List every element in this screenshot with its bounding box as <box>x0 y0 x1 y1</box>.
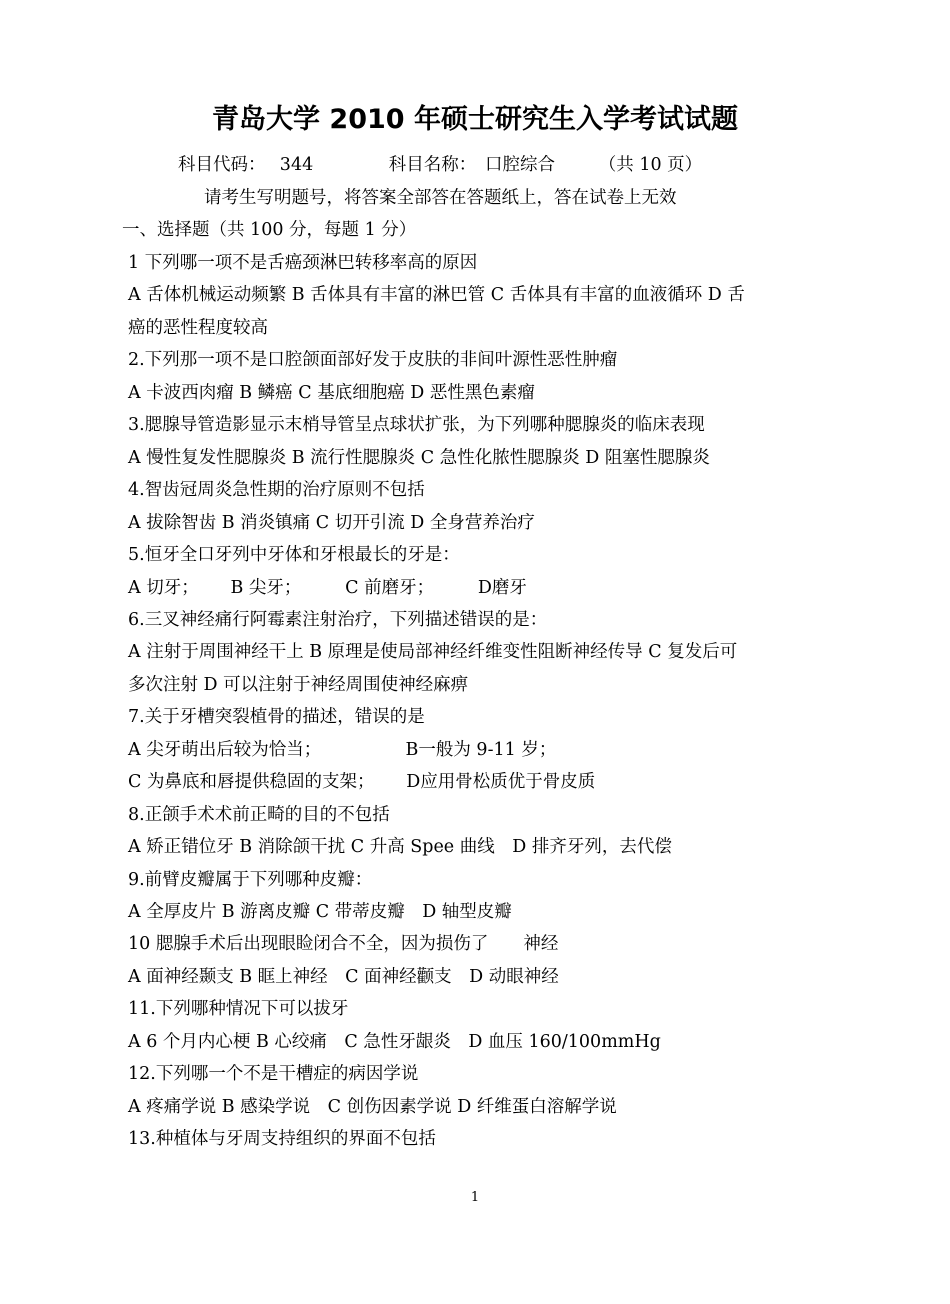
exam-title: 青岛大学 2010 年硕士研究生入学考试试题 <box>212 104 738 135</box>
question-line: 7.关于牙槽突裂植骨的描述，错误的是 <box>128 707 425 727</box>
question-line: 6.三叉神经痛行阿霉素注射治疗，下列描述错误的是： <box>128 610 548 630</box>
question-line: 3.腮腺导管造影显示末梢导管呈点球状扩张，为下列哪种腮腺炎的临床表现 <box>128 415 705 435</box>
question-line: A 6 个月内心梗 B 心绞痛 C 急性牙龈炎 D 血压 160/100mmHg <box>128 1032 661 1052</box>
question-line: A 尖牙萌出后较为恰当； B一般为 9-11 岁； <box>128 740 557 760</box>
question-line: A 注射于周围神经干上 B 原理是使局部神经纤维变性阻断神经传导 C 复发后可 <box>128 642 738 662</box>
subject-line: 科目代码： 344 科目名称： 口腔综合 （共 10 页） <box>178 155 703 175</box>
question-line: A 切牙； B 尖牙； C 前磨牙； D磨牙 <box>128 578 527 598</box>
question-line: A 卡波西肉瘤 B 鳞癌 C 基底细胞癌 D 恶性黑色素瘤 <box>128 383 535 403</box>
question-line: A 拔除智齿 B 消炎镇痛 C 切开引流 D 全身营养治疗 <box>128 513 535 533</box>
question-line: 多次注射 D 可以注射于神经周围使神经麻痹 <box>128 675 469 695</box>
question-line: 9.前臂皮瓣属于下列哪种皮瓣： <box>128 870 373 890</box>
question-line: 12.下列哪一个不是干槽症的病因学说 <box>128 1064 419 1084</box>
question-line: 8.正颌手术术前正畸的目的不包括 <box>128 805 390 825</box>
question-line: A 舌体机械运动频繁 B 舌体具有丰富的淋巴管 C 舌体具有丰富的血液循环 D 舌 <box>128 285 745 305</box>
question-line: A 慢性复发性腮腺炎 B 流行性腮腺炎 C 急性化脓性腮腺炎 D 阻塞性腮腺炎 <box>128 448 710 468</box>
question-line: 1 下列哪一项不是舌癌颈淋巴转移率高的原因 <box>128 253 478 273</box>
question-line: 4.智齿冠周炎急性期的治疗原则不包括 <box>128 480 425 500</box>
section-heading: 一、选择题（共 100 分，每题 1 分） <box>122 220 417 240</box>
question-line: 5.恒牙全口牙列中牙体和牙根最长的牙是： <box>128 545 460 565</box>
page-number: 1 <box>470 1190 480 1205</box>
question-line: A 矫正错位牙 B 消除颌干扰 C 升高 Spee 曲线 D 排齐牙列，去代偿 <box>128 837 672 857</box>
instruction-line: 请考生写明题号，将答案全部答在答题纸上，答在试卷上无效 <box>204 188 677 208</box>
question-line: A 面神经颞支 B 眶上神经 C 面神经颧支 D 动眼神经 <box>128 967 559 987</box>
question-line: A 全厚皮片 B 游离皮瓣 C 带蒂皮瓣 D 轴型皮瓣 <box>128 902 512 922</box>
question-line: 11.下列哪种情况下可以拔牙 <box>128 999 349 1019</box>
question-line: 2.下列那一项不是口腔颌面部好发于皮肤的非间叶源性恶性肿瘤 <box>128 350 618 370</box>
question-line: 癌的恶性程度较高 <box>128 318 268 338</box>
question-line: A 疼痛学说 B 感染学说 C 创伤因素学说 D 纤维蛋白溶解学说 <box>128 1097 617 1117</box>
question-line: C 为鼻底和唇提供稳固的支架； D应用骨松质优于骨皮质 <box>128 772 596 792</box>
question-line: 13.种植体与牙周支持组织的界面不包括 <box>128 1129 436 1149</box>
question-line: 10 腮腺手术后出现眼睑闭合不全，因为损伤了 神经 <box>128 934 559 954</box>
